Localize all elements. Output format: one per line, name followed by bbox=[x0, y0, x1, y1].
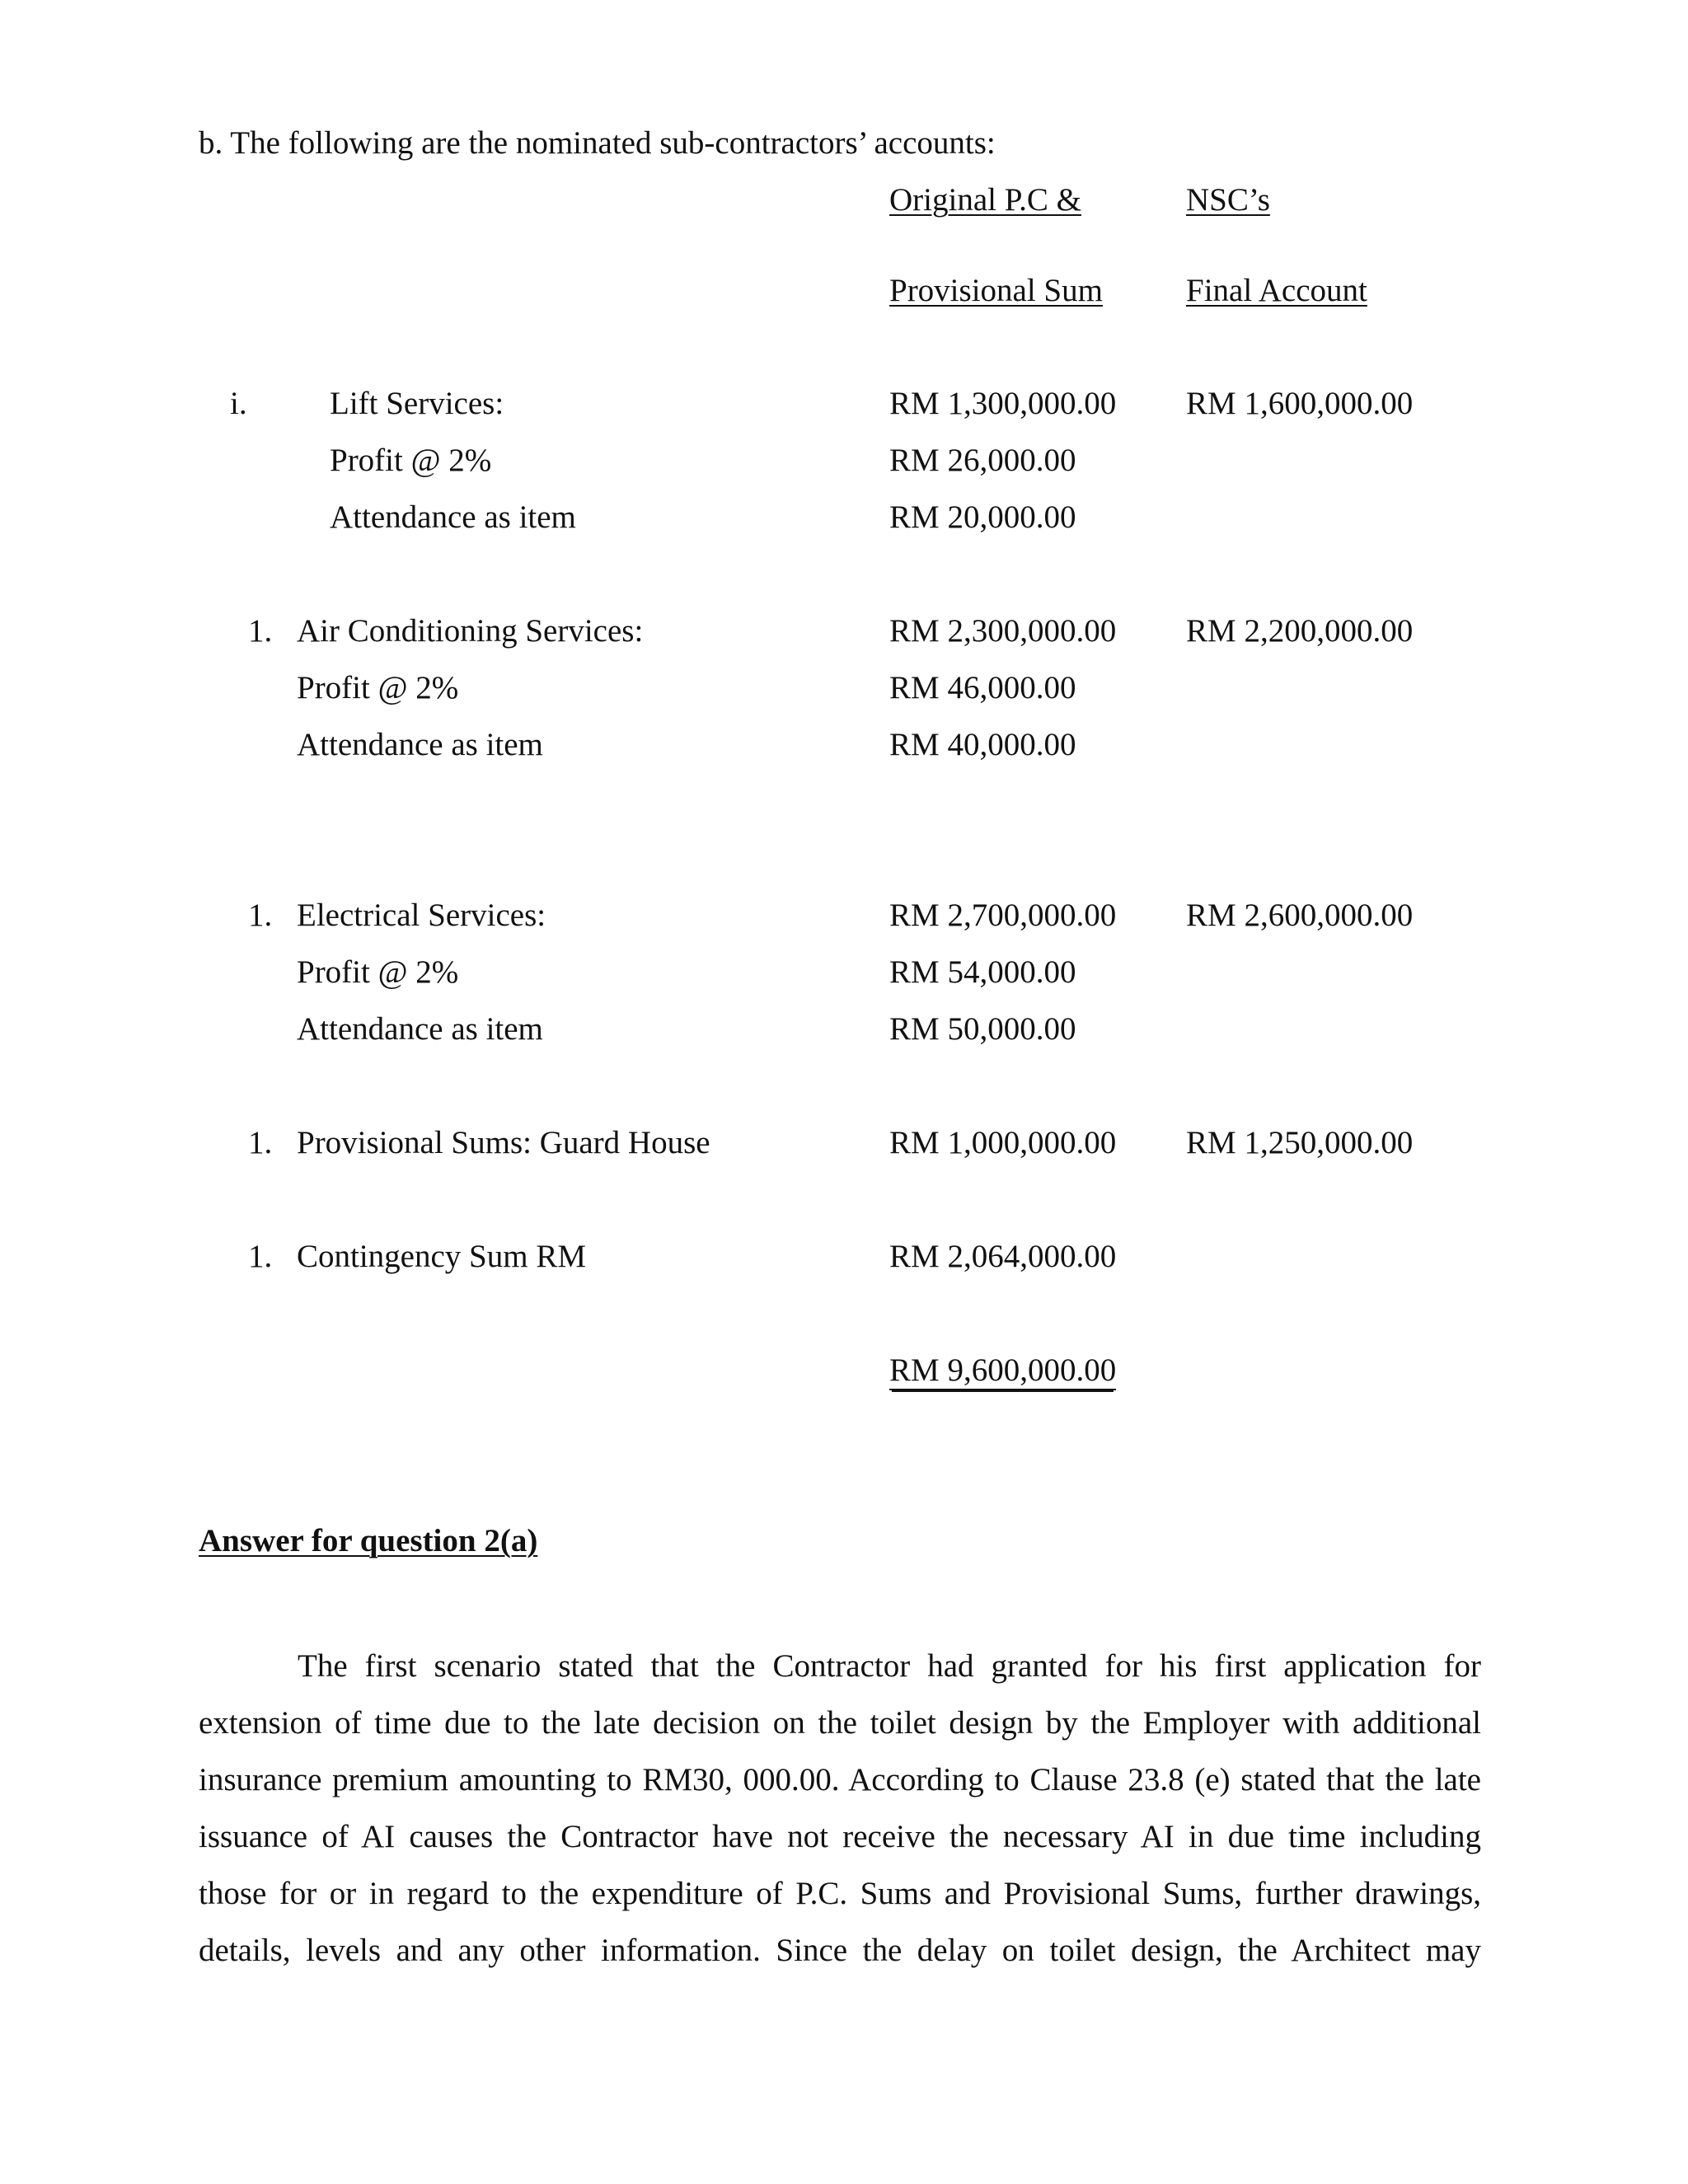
paragraph-line: The first scenario stated that the Contractor had granted for his first application for bbox=[298, 1648, 1481, 1684]
group-marker: 1. bbox=[248, 1125, 273, 1160]
row-original-amount: RM 1,000,000.00 bbox=[889, 1125, 1117, 1160]
row-original-amount: RM 2,300,000.00 bbox=[889, 613, 1117, 649]
header-original-line2: Provisional Sum bbox=[889, 273, 1103, 308]
row-original-amount: RM 46,000.00 bbox=[889, 670, 1076, 705]
row-final-amount: RM 2,200,000.00 bbox=[1186, 613, 1414, 649]
paragraph-line: insurance premium amounting to RM30, 000.00. According to Clause 23.8 (e) stated that the late bbox=[199, 1762, 1481, 1797]
paragraph-line: those for or in regard to the expenditure of P.C. Sums and Provisional Sums, further drawings, bbox=[199, 1876, 1481, 1911]
paragraph-line: issuance of AI causes the Contractor have not receive the necessary AI in due time including bbox=[199, 1819, 1481, 1854]
row-label: Attendance as item bbox=[297, 727, 543, 762]
row-final-amount: RM 1,250,000.00 bbox=[1186, 1125, 1414, 1160]
row-original-amount: RM 20,000.00 bbox=[889, 499, 1076, 535]
answer-paragraph bbox=[199, 1638, 1481, 1979]
row-label: Attendance as item bbox=[330, 499, 576, 535]
row-final-amount: RM 1,600,000.00 bbox=[1186, 386, 1414, 421]
row-label: Electrical Services: bbox=[297, 898, 546, 933]
group-marker: 1. bbox=[248, 1239, 273, 1274]
row-original-amount: RM 40,000.00 bbox=[889, 727, 1076, 762]
paragraph-line: details, levels and any other information. Since the delay on toilet design, the Architect may bbox=[199, 1933, 1481, 1968]
group-marker: 1. bbox=[248, 898, 273, 933]
row-label: Lift Services: bbox=[330, 386, 504, 421]
intro-text: b. The following are the nominated sub-contractors’ accounts: bbox=[199, 125, 996, 161]
row-label: Profit @ 2% bbox=[297, 670, 459, 705]
total-amount: RM 9,600,000.00 bbox=[889, 1354, 1116, 1390]
row-label: Contingency Sum RM bbox=[297, 1239, 587, 1274]
row-label: Provisional Sums: Guard House bbox=[297, 1125, 710, 1160]
row-original-amount: RM 2,064,000.00 bbox=[889, 1239, 1117, 1274]
row-label: Profit @ 2% bbox=[330, 443, 492, 478]
header-final-line1: NSC’s bbox=[1186, 182, 1270, 218]
answer-heading: Answer for question 2(a) bbox=[199, 1523, 538, 1558]
group-marker: 1. bbox=[248, 613, 273, 649]
row-original-amount: RM 50,000.00 bbox=[889, 1011, 1076, 1047]
row-original-amount: RM 2,700,000.00 bbox=[889, 898, 1117, 933]
row-original-amount: RM 54,000.00 bbox=[889, 954, 1076, 990]
row-label: Air Conditioning Services: bbox=[297, 613, 644, 649]
row-label: Attendance as item bbox=[297, 1011, 543, 1047]
header-final-line2: Final Account bbox=[1186, 273, 1367, 308]
header-original-line1: Original P.C & bbox=[889, 182, 1081, 218]
group-marker: i. bbox=[230, 386, 247, 421]
row-original-amount: RM 26,000.00 bbox=[889, 443, 1076, 478]
paragraph-line: extension of time due to the late decision on the toilet design by the Employer with additional bbox=[199, 1705, 1481, 1741]
row-original-amount: RM 1,300,000.00 bbox=[889, 386, 1117, 421]
row-final-amount: RM 2,600,000.00 bbox=[1186, 898, 1414, 933]
row-label: Profit @ 2% bbox=[297, 954, 459, 990]
